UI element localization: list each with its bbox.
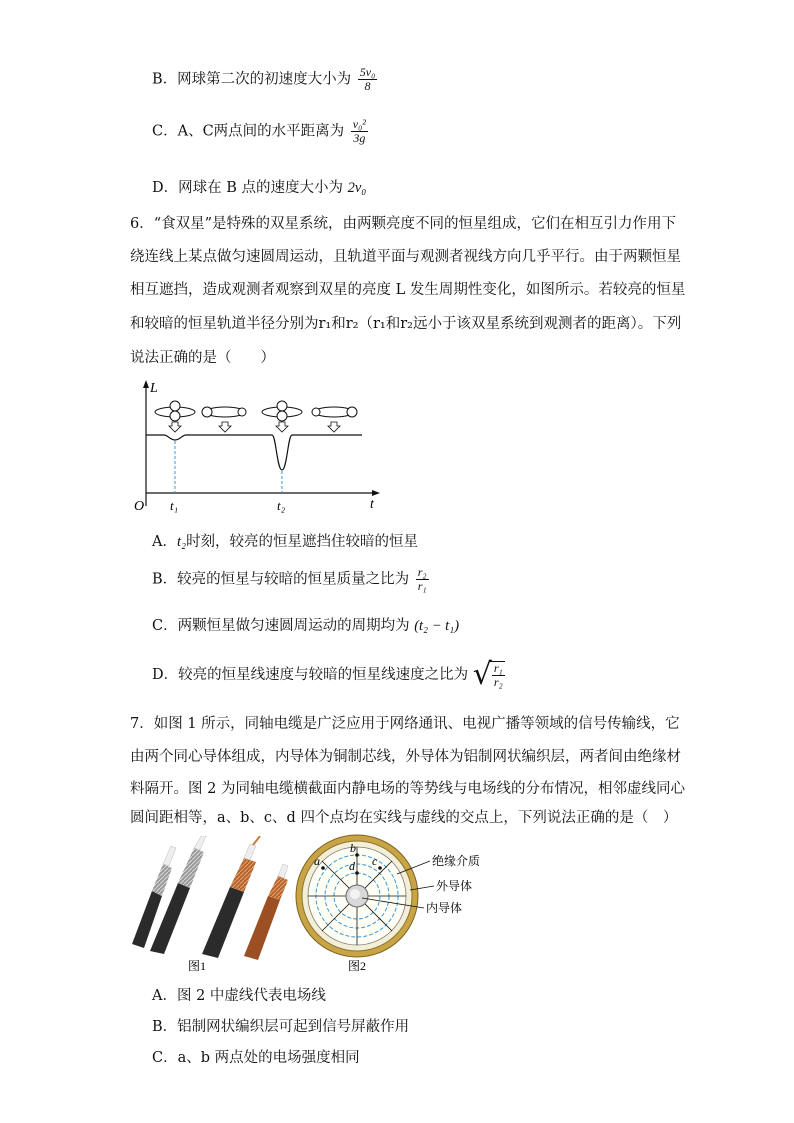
q6-stem-line-2: 绕连线上某点做匀速圆周运动，且轨道平面与观测者视线方向几乎平行。由于两颗恒星 [130,249,681,265]
q6-option-b-fraction [416,566,429,593]
orbit-side-1-icon [202,407,246,432]
q7-figure-2-cross-section [292,834,492,976]
fraction-denominator: 8 [364,79,371,93]
q6-option-b [152,566,429,593]
light-curve [146,435,362,470]
fraction-numerator: 5v₀ [359,65,376,79]
q6-option-c [152,614,459,635]
inner-conductor-label: 内导体 [426,901,463,915]
q7-stem-line-4: 圆间距相等，a、b、c、d 四个点均在实线与虚线的交点上，下列说法正确的是（ ） [130,810,678,826]
q7-stem-line-2: 由两个同心导体组成，内导体为铜制芯线，外导体为铝制网状编织层，两者间由绝缘材 [130,749,681,765]
fraction-numerator: v₀² [352,117,366,131]
q7-stem-line-1: 7．如图 1 所示，同轴电缆是广泛应用于网络通讯、电视广播等领域的信号传输线，它 [130,716,680,732]
q6-option-c-value: (t₂ − t₁) [414,618,460,634]
outer-conductor-label: 外导体 [436,879,473,893]
x-axis-label: t [370,497,374,512]
point-c-label: c [372,854,378,868]
y-axis-label: L [150,381,158,396]
q7-option-c: C．a、b 两点处的电场强度相同 [152,1050,360,1066]
q6-option-c-label: C．两颗恒星做匀速圆周运动的周期均为 [152,618,410,634]
q6-stem-line-1: 6．“食双星”是特殊的双星系统，由两颗亮度不同的恒星组成，它们在相互引力作用下 [130,216,677,232]
t2-label: t₂ [277,498,286,513]
q5-option-d [152,176,366,197]
fraction-numerator: r₂ [417,565,427,579]
q5-option-b-label: B．网球第二次的初速度大小为 [152,71,352,88]
q5-option-c-label: C．A、C两点间的水平距离为 [152,123,345,140]
q5-option-b-fraction [358,66,378,93]
fraction-denominator: r₁ [417,579,427,593]
q6-option-a-prefix: A． [152,534,177,550]
q6-light-curve-figure [132,378,387,518]
point-d-label: d [349,859,355,873]
insulator-label: 绝缘介质 [432,854,481,868]
orbit-eclipse-1-icon [155,401,195,432]
fraction-numerator: r₁ [493,661,503,675]
orbit-eclipse-2-icon [262,401,302,432]
q7-figure-1-cables [132,836,292,976]
q6-stem-line-5: 说法正确的是（ ） [130,350,275,366]
q6-option-d-fraction [492,662,505,689]
q5-option-d-label: D．网球在 B 点的速度大小为 [152,180,343,196]
q6-option-d [152,657,505,692]
q6-option-d-sqrt [472,657,505,692]
q6-option-d-label: D．较亮的恒星线速度与较暗的恒星线速度之比为 [152,667,469,683]
q6-option-b-label: B．较亮的恒星与较暗的恒星质量之比为 [152,571,410,588]
q6-stem-line-3: 相互遮挡，造成观测者观察到双星的亮度 L 发生周期性变化，如图所示。若较亮的恒星 [130,282,686,298]
fraction-denominator: 3g [353,131,366,145]
t1-label: t₁ [170,498,179,513]
point-b-label: b [350,841,356,855]
q5-option-c [152,118,368,145]
radical-sign: √ [472,657,492,692]
q6-option-a-var: t₂ [176,534,187,550]
q7-option-b: B．铝制网状编织层可起到信号屏蔽作用 [152,1019,410,1035]
q6-option-a-text: 时刻，较亮的恒星遮挡住较暗的恒星 [186,534,419,550]
origin-label: O [134,499,145,514]
q7-option-a: A．图 2 中虚线代表电场线 [152,988,326,1004]
q5-option-d-value: 2v₀ [347,180,367,196]
orbit-side-2-icon [312,407,357,432]
point-a-label: a [314,854,320,868]
q7-stem-line-3: 料隔开。图 2 为同轴电缆横截面内静电场的等势线与电场线的分布情况，相邻虚线同心 [130,781,685,797]
figure-2-caption: 图2 [348,959,367,973]
q6-stem-line-4: 和较暗的恒星轨道半径分别为r₁和r₂（r₁和r₂远小于该双星系统到观测者的距离）。下列 [130,316,682,332]
fraction-denominator: r₂ [493,675,503,689]
cable-4-icon [244,864,288,960]
q5-option-b [152,66,377,93]
figure-1-caption: 图1 [188,959,207,973]
q5-option-c-fraction [351,118,368,145]
q6-option-a [152,530,418,551]
